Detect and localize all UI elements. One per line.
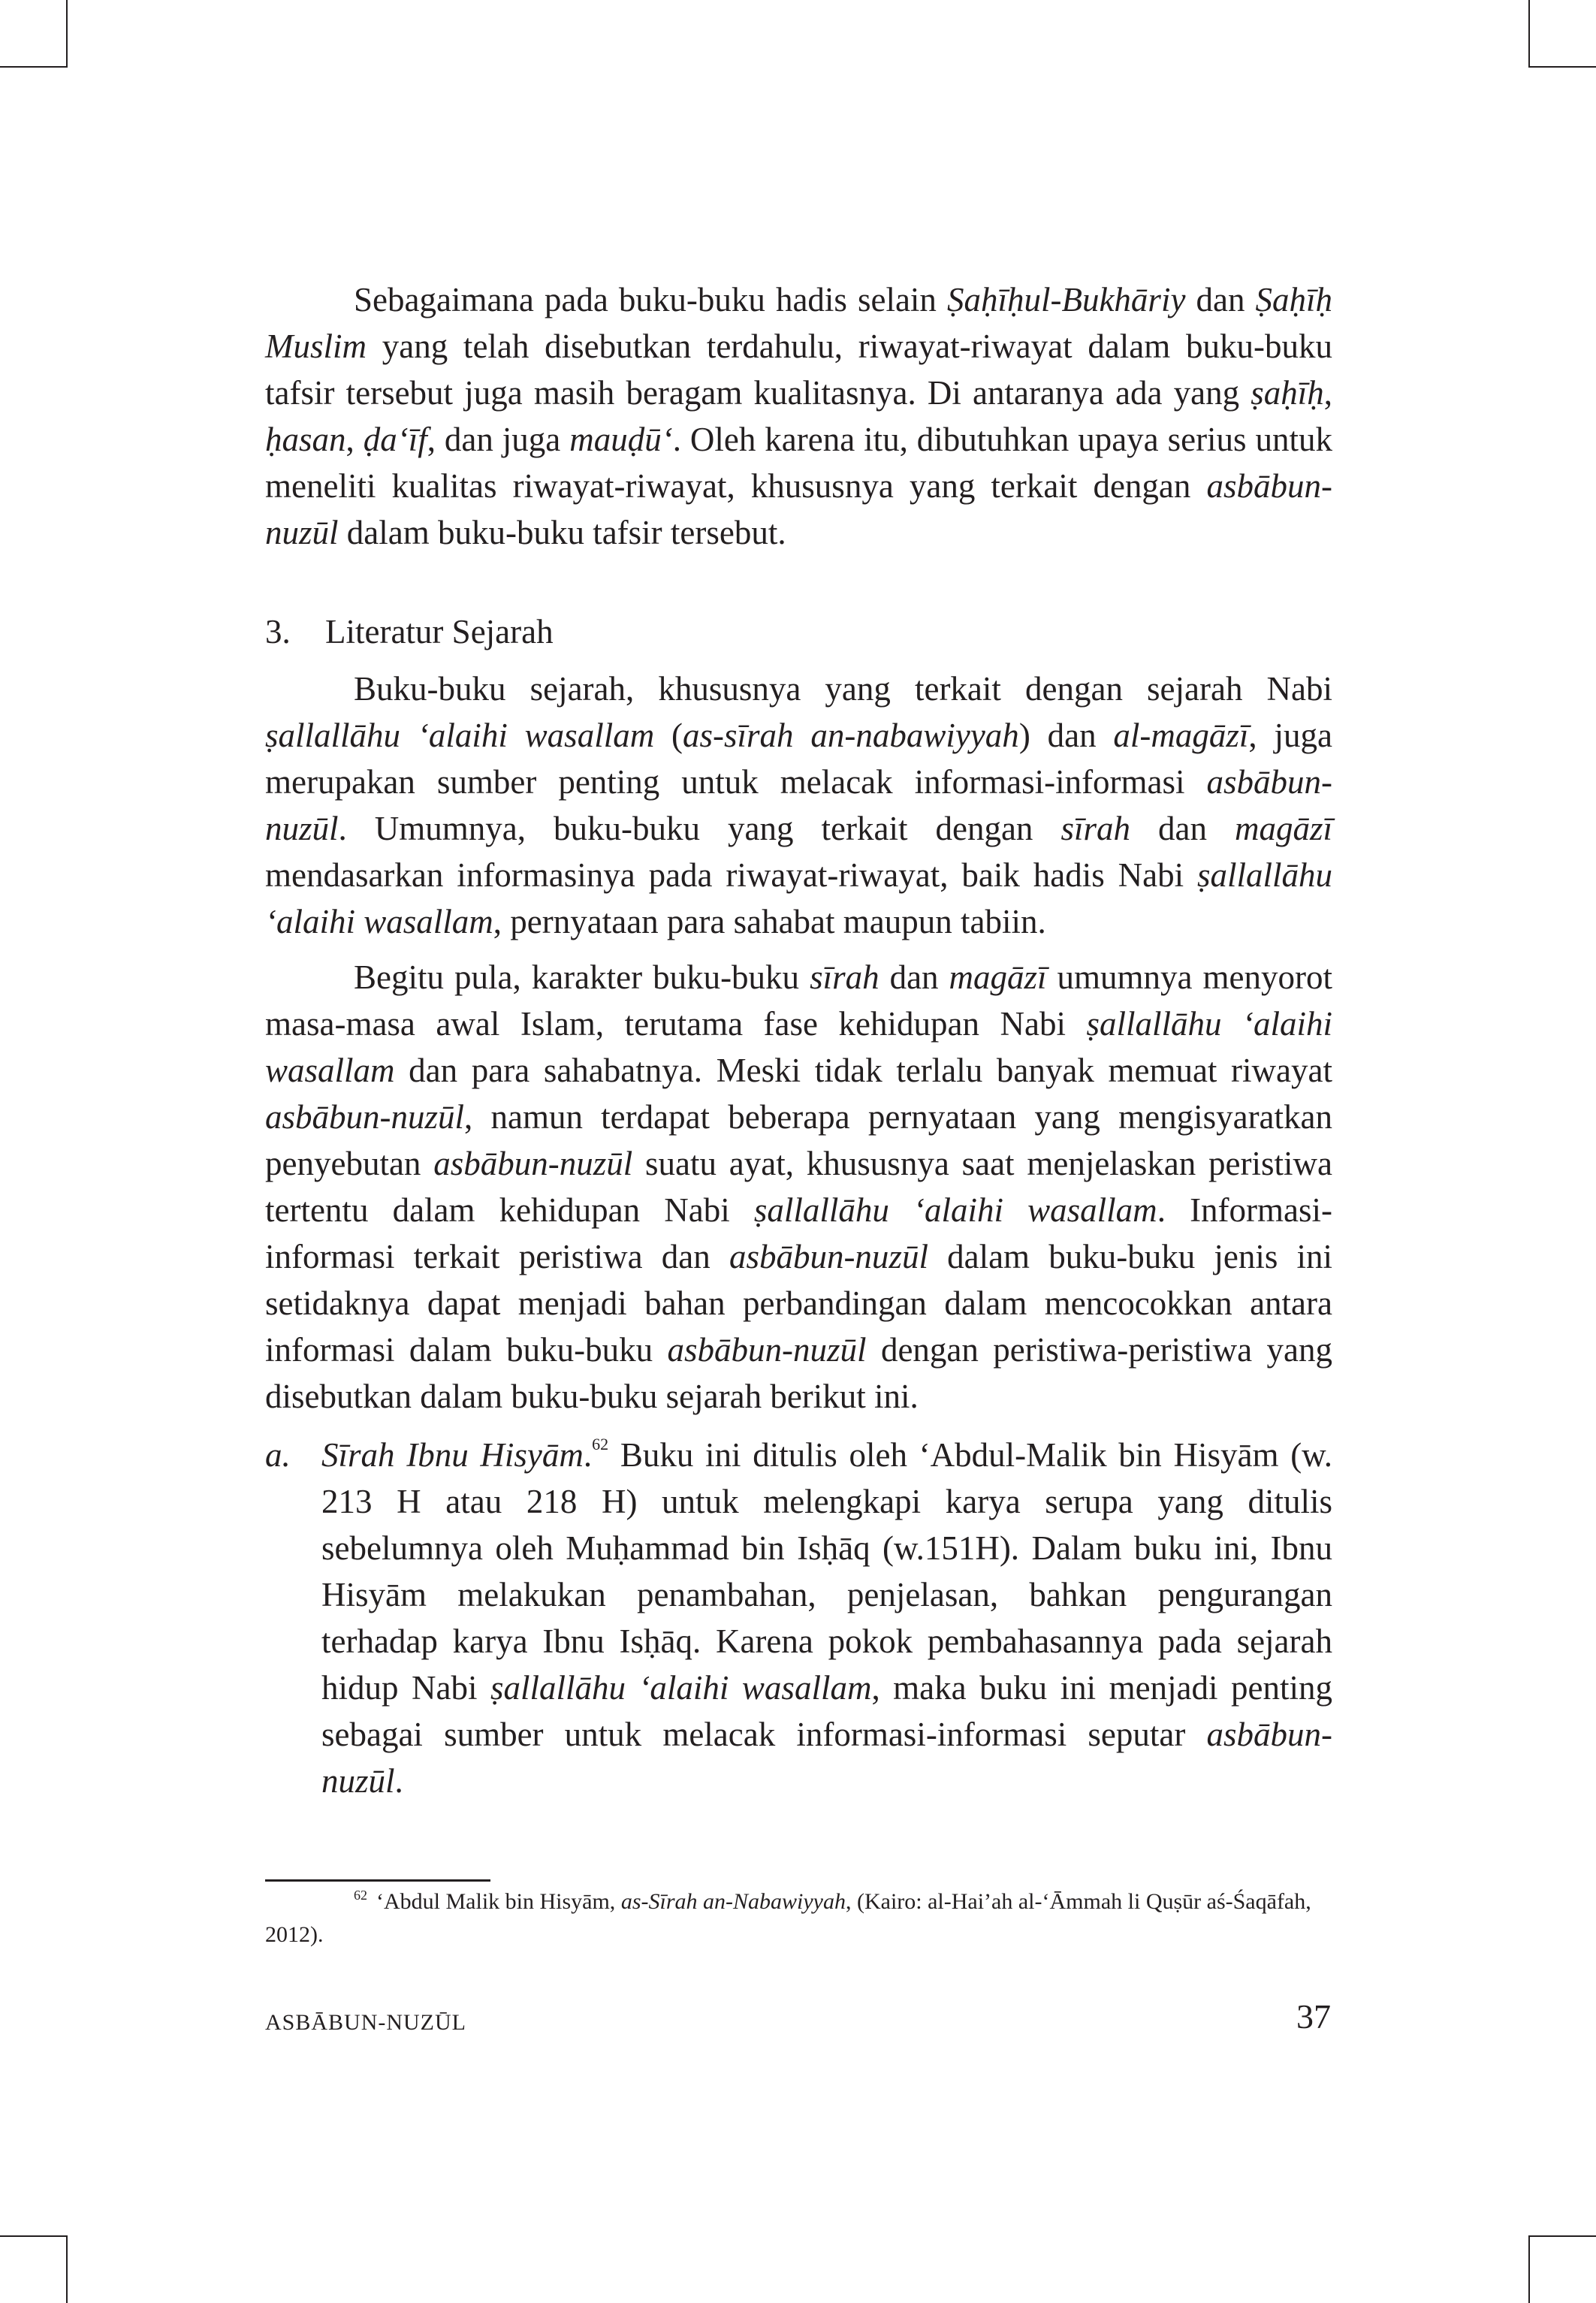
- footnote-reference[interactable]: 62: [592, 1435, 609, 1453]
- page-number: 37: [1296, 1997, 1331, 2036]
- list-item: [265, 1432, 1332, 1804]
- crop-mark-top-left: [0, 66, 68, 68]
- running-footer: ASBĀBUN-NUZŪL: [265, 2010, 466, 2035]
- crop-mark-top-right: [1528, 0, 1530, 68]
- crop-mark-top-right: [1528, 66, 1596, 68]
- paragraph: Begitu pula, karakter buku-buku sīrah dan magāzī umumnya menyorot masa-masa awal Islam, terutama fase kehidupan Nabi ṣallallāhu ‘alaihi wasallam dan para sahabatnya. Meski tidak terlalu banyak memuat riwayat asbābun-nuzūl, namun terdapat beberapa pernyataan yang mengisyaratkan penyebutan asbābun-nuzūl suatu ayat, khususnya saat menjelaskan peristiwa tertentu dalam kehidupan Nabi ṣallallāhu ‘alaihi wasallam. Informasi-informasi terkait peristiwa dan asbābun-nuzūl dalam buku-buku jenis ini setidaknya dapat menjadi bahan perbandingan dalam mencocokkan antara informasi dalam buku-buku asbābun-nuzūl dengan peristiwa-peristiwa yang disebutkan dalam buku-buku sejarah berikut ini.: [265, 958, 1333, 1415]
- crop-mark-bottom-right: [1528, 2235, 1530, 2303]
- paragraph-sejarah: [265, 666, 1332, 945]
- list-item-body: Sīrah Ibnu Hisyām.$^{62}$ Buku ini ditulis oleh ‘Abdul-Malik bin Hisyām (w. 213 H atau 218 H) untuk melengkapi karya serupa yang ditulis sebelumnya oleh Muḥammad bin Isḥāq (w.151H). Dalam buku ini, Ibnu Hisyām melakukan penambahan, penjelasan, bahkan pengurangan terhadap karya Ibnu Isḥāq. Karena pokok pembahasannya pada sejarah hidup Nabi ṣallallāhu ‘alaihi wasallam, maka buku ini menjadi penting sebagai sumber untuk melacak informasi-informasi seputar asbābun-nuzūl.: [321, 1435, 1333, 1800]
- section-heading: [265, 608, 554, 655]
- footnote: $^{62}$ ‘Abdul Malik bin Hisyām, as-Sīrah an-Nabawiyyah, (Kairo: al-Hai’ah al-‘Āmmah li Quṣūr aś-Śaqāfah, 2012).: [265, 1888, 1311, 1947]
- footnote-divider: [265, 1879, 490, 1882]
- paragraph: Buku-buku sejarah, khususnya yang terkait dengan sejarah Nabi ṣallallāhu ‘alaihi wasallam (as-sīrah an-nabawiyyah) dan al-magāzī, juga merupakan sumber penting untuk melacak informasi-informasi asbābun-nuzūl. Umumnya, buku-buku yang terkait dengan sīrah dan magāzī mendasarkan informasinya pada riwayat-riwayat, baik hadis Nabi ṣallallāhu ‘alaihi wasallam, pernyataan para sahabat maupun tabiin.: [265, 670, 1332, 940]
- crop-mark-bottom-left: [66, 2235, 68, 2303]
- list-marker: a.: [265, 1436, 291, 1474]
- paragraph-intro: [265, 276, 1332, 556]
- footnote-number: 62: [354, 1888, 367, 1903]
- section-title: Literatur Sejarah: [325, 613, 554, 650]
- crop-mark-top-left: [66, 0, 68, 68]
- crop-mark-bottom-left: [0, 2235, 68, 2237]
- section-number: 3.: [265, 613, 291, 650]
- paragraph-karakter: [265, 954, 1332, 1420]
- paragraph: Sebagaimana pada buku-buku hadis selain Ṣaḥīḥul-Bukhāriy dan Ṣaḥīḥ Muslim yang telah disebutkan terdahulu, riwayat-riwayat dalam buku-buku tafsir tersebut juga masih beragam kualitasnya. Di antaranya ada yang ṣaḥīḥ, ḥasan, ḍa‘īf, dan juga mauḍū‘. Oleh karena itu, dibutuhkan upaya serius untuk meneliti kualitas riwayat-riwayat, khususnya yang terkait dengan asbābun-nuzūl dalam buku-buku tafsir tersebut.: [265, 281, 1333, 551]
- crop-mark-bottom-right: [1528, 2235, 1596, 2237]
